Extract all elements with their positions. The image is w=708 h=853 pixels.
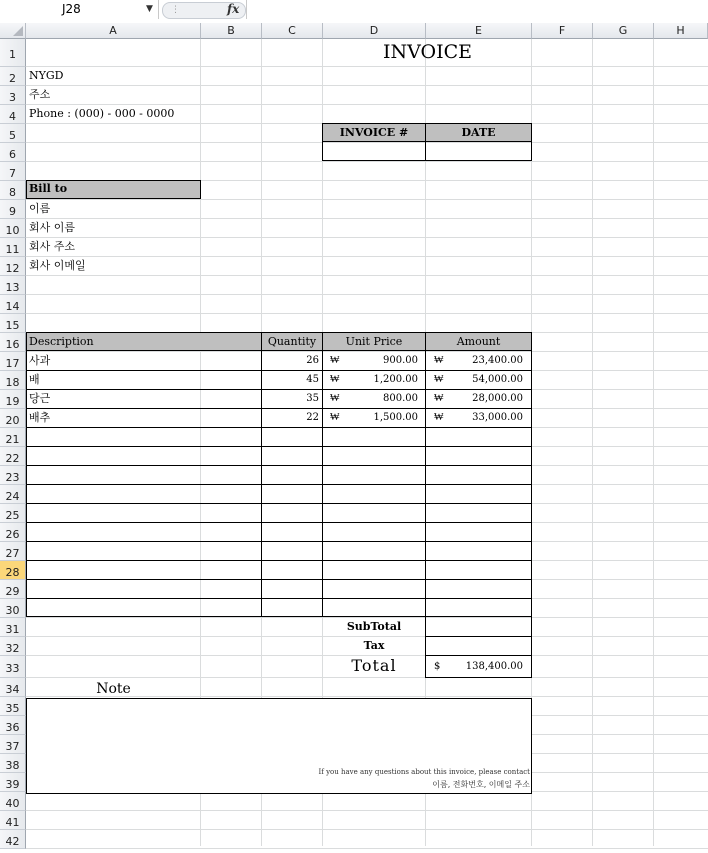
won-symbol: ₩ [434,374,444,385]
row-header-24[interactable]: 24 [0,485,26,504]
tax-label: Tax [363,639,385,652]
gridline-column [653,39,654,846]
item-description: 사과 [29,354,51,367]
row-header-6[interactable]: 6 [0,143,26,162]
row-header-26[interactable]: 26 [0,523,26,542]
column-header-a[interactable]: A [26,23,201,39]
item-row-border [26,579,532,580]
row-header-41[interactable]: 41 [0,811,26,830]
company-name: NYGD [29,69,64,82]
row-header-34[interactable]: 34 [0,678,26,697]
invoice-title: INVOICE [382,41,472,63]
won-symbol: ₩ [434,393,444,404]
item-description: 당근 [29,392,51,405]
row-header-35[interactable]: 35 [0,697,26,716]
row-header-19[interactable]: 19 [0,390,26,409]
item-row-border [26,522,532,523]
won-symbol: ₩ [330,393,340,404]
won-symbol: ₩ [434,355,444,366]
formula-bar-grip[interactable] [162,2,246,19]
row-header-11[interactable]: 11 [0,238,26,257]
item-row-border [26,598,532,599]
bill-to-company-email: 회사 이메일 [29,259,86,272]
gridline-row [26,294,708,295]
subtotal-label: SubTotal [346,620,402,633]
column-header-f[interactable]: F [532,23,593,39]
row-header-13[interactable]: 13 [0,276,26,295]
row-header-31[interactable]: 31 [0,618,26,637]
row-header-3[interactable]: 3 [0,86,26,105]
row-header-23[interactable]: 23 [0,466,26,485]
quantity-header: Quantity [267,335,317,348]
row-header-15[interactable]: 15 [0,314,26,333]
gridline-row [26,66,708,67]
item-amount: 23,400.00 [472,355,523,366]
column-header-h[interactable]: H [654,23,708,39]
row-header-4[interactable]: 4 [0,105,26,124]
unit-price-header: Unit Price [345,335,403,348]
item-quantity: 35 [306,393,319,404]
row-header-20[interactable]: 20 [0,409,26,428]
item-quantity: 26 [306,355,319,366]
footer-contact-info: 이름, 전화번호, 이메일 주소 [432,780,530,789]
item-row-border [26,560,532,561]
item-unit-price: 1,500.00 [373,412,418,423]
item-row-border [26,541,532,542]
item-unit-price: 800.00 [383,393,418,404]
date-label: DATE [461,126,496,139]
row-header-33[interactable]: 33 [0,656,26,678]
column-header-d[interactable]: D [323,23,426,39]
won-symbol: ₩ [330,412,340,423]
bill-to-name: 이름 [29,202,51,215]
date-input[interactable] [426,143,531,160]
row-header-12[interactable]: 12 [0,257,26,276]
gridline-row [26,85,708,86]
row-header-2[interactable]: 2 [0,67,26,86]
item-row-border [26,484,532,485]
item-quantity: 22 [306,412,319,423]
row-header-40[interactable]: 40 [0,792,26,811]
row-header-16[interactable]: 16 [0,333,26,352]
row-header-1[interactable]: 1 [0,39,26,67]
total-value: 138,400.00 [465,661,523,672]
gridline-row [26,848,708,849]
won-symbol: ₩ [330,355,340,366]
item-row-border [26,446,532,447]
grip-dots-icon: ⋮ [171,5,180,15]
gridline-row [26,275,708,276]
gridline-row [26,829,708,830]
item-amount: 54,000.00 [472,374,523,385]
gridline-column [592,39,593,846]
row-header-27[interactable]: 27 [0,542,26,561]
item-unit-price: 900.00 [383,355,418,366]
row-header-37[interactable]: 37 [0,735,26,754]
gridline-row [26,218,708,219]
item-description: 배추 [29,411,51,424]
row-header-28[interactable]: 28 [0,561,26,580]
gridline-row [26,810,708,811]
row-header-42[interactable]: 42 [0,830,26,849]
row-header-8[interactable]: 8 [0,181,26,200]
gridline-row [26,237,708,238]
name-box[interactable] [0,0,159,19]
item-description: 배 [29,373,40,386]
item-amount: 33,000.00 [472,412,523,423]
row-header-17[interactable]: 17 [0,352,26,371]
item-amount: 28,000.00 [472,393,523,404]
formula-bar [0,0,708,20]
column-header-g[interactable]: G [593,23,654,39]
chevron-down-icon[interactable]: ▼ [146,4,153,14]
gridline-row [26,313,708,314]
invoice-number-label: INVOICE # [339,126,409,139]
select-all-icon [13,26,23,36]
row-header-36[interactable]: 36 [0,716,26,735]
footer-contact-text: If you have any questions about this invoice, please contact [318,768,530,776]
gridline-row [26,256,708,257]
column-header-c[interactable]: C [262,23,323,39]
function-icon[interactable]: fx [227,2,240,16]
row-header-21[interactable]: 21 [0,428,26,447]
amount-header: Amount [456,335,501,348]
bill-to-label: Bill to [29,182,68,195]
row-header-38[interactable]: 38 [0,754,26,773]
gridline-row [26,161,708,162]
company-address: 주소 [29,88,51,101]
column-header-e[interactable]: E [426,23,532,39]
totals-line-1 [426,636,531,637]
note-label: Note [96,681,131,697]
formula-input[interactable] [246,0,708,19]
description-header: Description [29,335,94,348]
row-header-9[interactable]: 9 [0,200,26,219]
row-header-25[interactable]: 25 [0,504,26,523]
row-header-39[interactable]: 39 [0,773,26,792]
row-header-18[interactable]: 18 [0,371,26,390]
name-box-value: J28 [62,2,81,16]
row-header-14[interactable]: 14 [0,295,26,314]
gridline-row [26,199,708,200]
row-header-7[interactable]: 7 [0,162,26,181]
item-row-border [26,503,532,504]
row-header-30[interactable]: 30 [0,599,26,618]
row-header-5[interactable]: 5 [0,124,26,143]
company-phone: Phone : (000) - 000 - 0000 [29,107,175,120]
won-symbol: ₩ [434,412,444,423]
item-quantity: 45 [306,374,319,385]
bill-to-company-address: 회사 주소 [29,240,76,253]
item-unit-price: 1,200.00 [373,374,418,385]
gridline-row [26,677,708,678]
row-header-10[interactable]: 10 [0,219,26,238]
total-label: Total [351,656,397,675]
invoice-number-input[interactable] [323,143,425,160]
won-symbol: ₩ [330,374,340,385]
row-header-22[interactable]: 22 [0,447,26,466]
row-header-29[interactable]: 29 [0,580,26,599]
item-row-border [26,465,532,466]
bill-to-company: 회사 이름 [29,221,76,234]
dollar-symbol: $ [434,661,441,672]
row-header-32[interactable]: 32 [0,637,26,656]
select-all-corner[interactable] [0,23,26,39]
column-header-b[interactable]: B [201,23,262,39]
